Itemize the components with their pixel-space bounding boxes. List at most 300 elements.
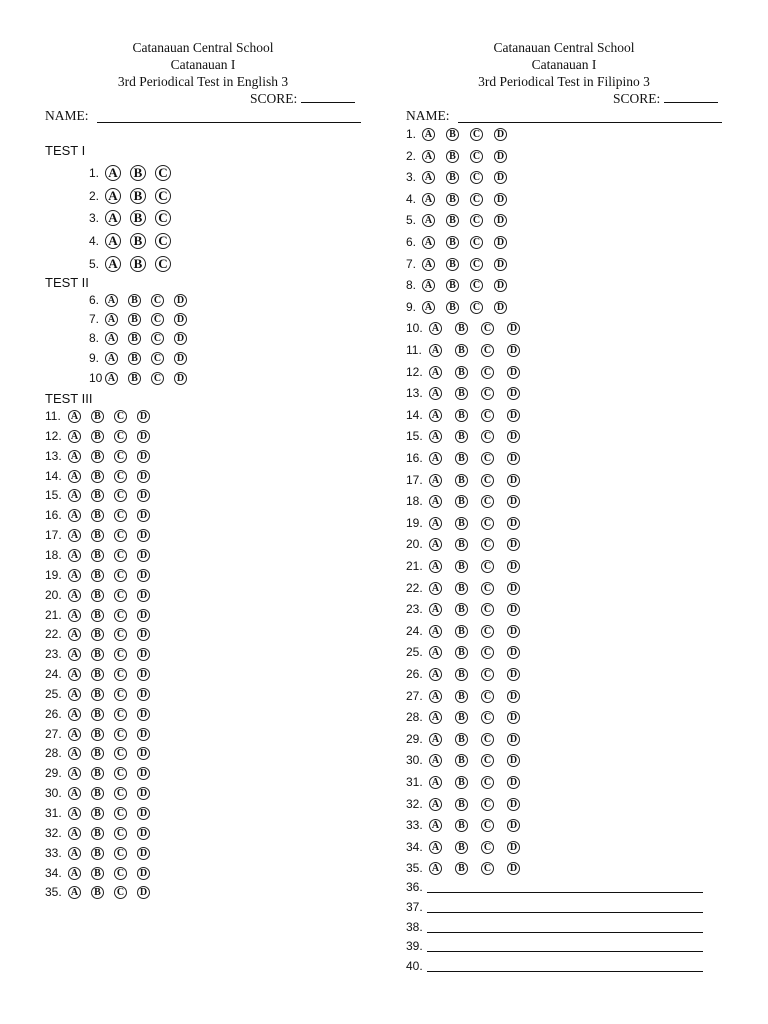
choice-bubble-b[interactable]: B xyxy=(446,171,459,184)
choice-bubble-b[interactable]: B xyxy=(91,847,104,860)
choice-bubble-c[interactable]: C xyxy=(155,188,171,204)
choice-bubble-c[interactable]: C xyxy=(114,549,127,562)
choice-bubble-c[interactable]: C xyxy=(481,538,494,551)
choice-bubble-a[interactable]: A xyxy=(68,886,81,899)
choice-bubble-b[interactable]: B xyxy=(91,450,104,463)
choice-bubble-a[interactable]: A xyxy=(429,862,442,875)
item-number: 20. xyxy=(406,537,423,551)
name-field[interactable] xyxy=(406,108,724,124)
choice-bubble-c[interactable]: C xyxy=(481,560,494,573)
choice-bubble-b[interactable]: B xyxy=(455,366,468,379)
choice-bubble-a[interactable]: A xyxy=(429,430,442,443)
choice-bubble-b[interactable]: B xyxy=(455,560,468,573)
choice-bubble-d[interactable]: D xyxy=(494,279,507,292)
choice-bubble-c[interactable]: C xyxy=(155,233,171,249)
section-label: TEST III xyxy=(45,391,93,406)
choice-bubble-c[interactable]: C xyxy=(481,452,494,465)
answer-line[interactable] xyxy=(427,961,703,972)
choice-bubble-b[interactable]: B xyxy=(455,668,468,681)
choice-bubble-c[interactable]: C xyxy=(114,728,127,741)
choice-bubble-b[interactable]: B xyxy=(91,489,104,502)
choice-bubble-d[interactable]: D xyxy=(137,827,150,840)
choice-bubble-c[interactable]: C xyxy=(470,193,483,206)
score-field[interactable] xyxy=(613,90,718,107)
choice-bubble-a[interactable]: A xyxy=(68,589,81,602)
choice-bubble-c[interactable]: C xyxy=(481,733,494,746)
choice-bubble-a[interactable]: A xyxy=(68,867,81,880)
choice-bubble-a[interactable]: A xyxy=(429,474,442,487)
choice-bubble-a[interactable]: A xyxy=(429,344,442,357)
choice-bubble-b[interactable]: B xyxy=(91,569,104,582)
choice-bubble-b[interactable]: B xyxy=(455,733,468,746)
choice-bubble-d[interactable]: D xyxy=(507,841,520,854)
choice-bubble-b[interactable]: B xyxy=(91,827,104,840)
item-number: 38. xyxy=(406,920,423,934)
choice-bubble-b[interactable]: B xyxy=(455,646,468,659)
answer-row xyxy=(406,386,520,400)
choice-bubble-d[interactable]: D xyxy=(137,529,150,542)
choice-bubble-a[interactable]: A xyxy=(105,352,118,365)
choice-bubble-c[interactable]: C xyxy=(114,668,127,681)
choice-bubble-b[interactable]: B xyxy=(455,495,468,508)
choice-bubble-a[interactable]: A xyxy=(429,711,442,724)
choice-bubble-d[interactable]: D xyxy=(507,430,520,443)
name-field[interactable] xyxy=(45,108,363,124)
choice-bubble-b[interactable]: B xyxy=(446,214,459,227)
choice-bubble-b[interactable]: B xyxy=(91,688,104,701)
choice-bubble-c[interactable]: C xyxy=(114,648,127,661)
choice-bubble-d[interactable]: D xyxy=(174,313,187,326)
choice-bubble-b[interactable]: B xyxy=(455,538,468,551)
choice-bubble-b[interactable]: B xyxy=(130,256,146,272)
choice-bubble-c[interactable]: C xyxy=(114,430,127,443)
choice-bubble-a[interactable]: A xyxy=(68,569,81,582)
item-number: 7. xyxy=(89,312,100,326)
choice-bubble-d[interactable]: D xyxy=(137,688,150,701)
choice-bubble-b[interactable]: B xyxy=(91,886,104,899)
choice-bubble-a[interactable]: A xyxy=(429,625,442,638)
item-number: 29. xyxy=(45,766,62,780)
choice-bubble-a[interactable]: A xyxy=(429,603,442,616)
choice-bubble-b[interactable]: B xyxy=(455,344,468,357)
choice-bubble-d[interactable]: D xyxy=(137,728,150,741)
choice-bubble-d[interactable]: D xyxy=(137,886,150,899)
choice-bubble-b[interactable]: B xyxy=(91,529,104,542)
choice-bubble-a[interactable]: A xyxy=(429,582,442,595)
choice-bubble-a[interactable]: A xyxy=(429,517,442,530)
choice-bubble-a[interactable]: A xyxy=(429,819,442,832)
choice-bubble-c[interactable]: C xyxy=(114,609,127,622)
choice-bubble-a[interactable]: A xyxy=(429,322,442,335)
choice-bubble-c[interactable]: C xyxy=(114,589,127,602)
choice-bubble-c[interactable]: C xyxy=(470,128,483,141)
choice-bubble-a[interactable]: A xyxy=(422,236,435,249)
choice-bubble-d[interactable]: D xyxy=(507,798,520,811)
choice-bubble-c[interactable]: C xyxy=(481,387,494,400)
choice-bubble-c[interactable]: C xyxy=(114,807,127,820)
choice-bubble-a[interactable]: A xyxy=(68,747,81,760)
choice-bubble-c[interactable]: C xyxy=(114,886,127,899)
choice-bubble-b[interactable]: B xyxy=(455,322,468,335)
choice-bubble-a[interactable]: A xyxy=(105,256,121,272)
choice-bubble-c[interactable]: C xyxy=(481,625,494,638)
choice-bubble-b[interactable]: B xyxy=(455,625,468,638)
choice-bubble-b[interactable]: B xyxy=(455,430,468,443)
choice-bubble-d[interactable]: D xyxy=(137,668,150,681)
item-number: 11. xyxy=(45,409,61,423)
choice-bubble-b[interactable]: B xyxy=(455,474,468,487)
choice-bubble-c[interactable]: C xyxy=(114,450,127,463)
choice-bubble-a[interactable]: A xyxy=(429,841,442,854)
choice-bubble-d[interactable]: D xyxy=(507,862,520,875)
choice-bubble-b[interactable]: B xyxy=(446,193,459,206)
choice-bubble-b[interactable]: B xyxy=(130,165,146,181)
choice-bubble-d[interactable]: D xyxy=(494,171,507,184)
choice-bubble-b[interactable]: B xyxy=(128,352,141,365)
choice-bubble-c[interactable]: C xyxy=(155,256,171,272)
choice-bubble-d[interactable]: D xyxy=(137,708,150,721)
choice-bubble-c[interactable]: C xyxy=(151,294,164,307)
choice-bubble-a[interactable]: A xyxy=(68,609,81,622)
choice-bubble-b[interactable]: B xyxy=(91,747,104,760)
choice-bubble-b[interactable]: B xyxy=(455,776,468,789)
choice-bubble-b[interactable]: B xyxy=(91,668,104,681)
choice-bubble-d[interactable]: D xyxy=(507,625,520,638)
choice-bubble-b[interactable]: B xyxy=(91,430,104,443)
choice-bubble-c[interactable]: C xyxy=(470,214,483,227)
choice-bubble-c[interactable]: C xyxy=(155,165,171,181)
choice-bubble-b[interactable]: B xyxy=(91,867,104,880)
choice-bubble-d[interactable]: D xyxy=(494,258,507,271)
choice-bubble-a[interactable]: A xyxy=(429,690,442,703)
item-number: 20. xyxy=(45,588,62,602)
choice-bubble-b[interactable]: B xyxy=(455,452,468,465)
choice-bubble-d[interactable]: D xyxy=(137,847,150,860)
choice-bubble-c[interactable]: C xyxy=(155,210,171,226)
choice-bubble-a[interactable]: A xyxy=(68,628,81,641)
choice-bubble-d[interactable]: D xyxy=(137,410,150,423)
answer-line[interactable] xyxy=(427,922,703,933)
choice-bubble-d[interactable]: D xyxy=(137,747,150,760)
choice-bubble-c[interactable]: C xyxy=(114,767,127,780)
choice-bubble-c[interactable]: C xyxy=(114,867,127,880)
choice-bubble-a[interactable]: A xyxy=(422,279,435,292)
choice-bubble-b[interactable]: B xyxy=(446,301,459,314)
choice-bubble-a[interactable]: A xyxy=(429,452,442,465)
choice-bubble-b[interactable]: B xyxy=(130,210,146,226)
choice-bubble-a[interactable]: A xyxy=(68,489,81,502)
choice-bubble-d[interactable]: D xyxy=(494,150,507,163)
answer-row xyxy=(406,494,520,508)
choice-bubble-c[interactable]: C xyxy=(114,410,127,423)
choice-bubble-a[interactable]: A xyxy=(68,549,81,562)
choice-bubble-b[interactable]: B xyxy=(91,628,104,641)
choice-bubble-b[interactable]: B xyxy=(446,279,459,292)
choice-bubble-b[interactable]: B xyxy=(91,549,104,562)
choice-bubble-a[interactable]: A xyxy=(68,787,81,800)
choice-bubble-a[interactable]: A xyxy=(422,171,435,184)
choice-bubble-d[interactable]: D xyxy=(507,711,520,724)
choice-bubble-a[interactable]: A xyxy=(429,538,442,551)
choice-bubble-d[interactable]: D xyxy=(137,609,150,622)
choice-bubble-b[interactable]: B xyxy=(446,128,459,141)
choice-bubble-a[interactable]: A xyxy=(68,688,81,701)
choice-bubble-c[interactable]: C xyxy=(470,171,483,184)
choice-bubble-a[interactable]: A xyxy=(429,560,442,573)
choice-bubble-a[interactable]: A xyxy=(422,193,435,206)
choice-bubble-c[interactable]: C xyxy=(481,776,494,789)
choice-bubble-c[interactable]: C xyxy=(151,332,164,345)
choice-bubble-d[interactable]: D xyxy=(507,495,520,508)
choice-bubble-a[interactable]: A xyxy=(429,733,442,746)
choice-bubble-a[interactable]: A xyxy=(105,313,118,326)
choice-bubble-d[interactable]: D xyxy=(507,668,520,681)
choice-bubble-d[interactable]: D xyxy=(137,450,150,463)
choice-bubble-c[interactable]: C xyxy=(481,474,494,487)
choice-bubble-c[interactable]: C xyxy=(481,646,494,659)
choice-bubble-a[interactable]: A xyxy=(68,430,81,443)
choice-bubble-d[interactable]: D xyxy=(494,193,507,206)
choice-bubble-b[interactable]: B xyxy=(91,728,104,741)
choice-bubble-c[interactable]: C xyxy=(481,582,494,595)
choice-bubble-a[interactable]: A xyxy=(429,409,442,422)
choice-bubble-c[interactable]: C xyxy=(114,747,127,760)
choice-bubble-b[interactable]: B xyxy=(128,332,141,345)
choice-bubble-c[interactable]: C xyxy=(481,841,494,854)
choice-bubble-b[interactable]: B xyxy=(455,754,468,767)
choice-bubble-d[interactable]: D xyxy=(507,560,520,573)
choice-bubble-b[interactable]: B xyxy=(455,517,468,530)
choice-bubble-d[interactable]: D xyxy=(507,603,520,616)
choice-bubble-a[interactable]: A xyxy=(105,332,118,345)
choice-bubble-d[interactable]: D xyxy=(507,517,520,530)
answer-row xyxy=(406,559,520,573)
choice-bubble-d[interactable]: D xyxy=(507,819,520,832)
choice-bubble-d[interactable]: D xyxy=(137,509,150,522)
choice-bubble-c[interactable]: C xyxy=(481,409,494,422)
choice-bubble-b[interactable]: B xyxy=(455,819,468,832)
choice-bubble-c[interactable]: C xyxy=(481,754,494,767)
choice-bubble-a[interactable]: A xyxy=(105,294,118,307)
choice-bubble-c[interactable]: C xyxy=(114,470,127,483)
answer-line[interactable] xyxy=(427,882,703,893)
choice-bubble-d[interactable]: D xyxy=(174,332,187,345)
choice-bubble-c[interactable]: C xyxy=(114,787,127,800)
choice-bubble-a[interactable]: A xyxy=(105,372,118,385)
choice-bubble-c[interactable]: C xyxy=(114,529,127,542)
choice-bubble-a[interactable]: A xyxy=(68,410,81,423)
choice-bubble-c[interactable]: C xyxy=(481,322,494,335)
choice-bubble-d[interactable]: D xyxy=(137,430,150,443)
choice-bubble-d[interactable]: D xyxy=(507,366,520,379)
item-number: 15. xyxy=(406,429,423,443)
choice-bubble-a[interactable]: A xyxy=(429,776,442,789)
choice-bubble-a[interactable]: A xyxy=(68,668,81,681)
choice-bubble-b[interactable]: B xyxy=(91,509,104,522)
choice-bubble-a[interactable]: A xyxy=(68,827,81,840)
choice-bubble-a[interactable]: A xyxy=(105,188,121,204)
choice-bubble-a[interactable]: A xyxy=(105,165,121,181)
choice-bubble-a[interactable]: A xyxy=(68,648,81,661)
choice-bubble-c[interactable]: C xyxy=(481,862,494,875)
choice-bubble-c[interactable]: C xyxy=(151,352,164,365)
choice-bubble-c[interactable]: C xyxy=(114,489,127,502)
answer-line[interactable] xyxy=(427,902,703,913)
choice-bubble-d[interactable]: D xyxy=(137,867,150,880)
answer-row xyxy=(406,775,520,789)
choice-bubble-b[interactable]: B xyxy=(130,233,146,249)
choice-bubble-b[interactable]: B xyxy=(455,711,468,724)
choice-bubble-c[interactable]: C xyxy=(481,344,494,357)
choice-bubble-a[interactable]: A xyxy=(429,495,442,508)
choice-bubble-c[interactable]: C xyxy=(481,668,494,681)
choice-bubble-d[interactable]: D xyxy=(507,754,520,767)
choice-bubble-d[interactable]: D xyxy=(494,128,507,141)
choice-bubble-d[interactable]: D xyxy=(137,470,150,483)
choice-bubble-a[interactable]: A xyxy=(422,214,435,227)
choice-bubble-a[interactable]: A xyxy=(68,450,81,463)
choice-bubble-c[interactable]: C xyxy=(481,366,494,379)
item-number: 23. xyxy=(45,647,62,661)
choice-bubble-b[interactable]: B xyxy=(455,409,468,422)
choice-bubble-b[interactable]: B xyxy=(91,648,104,661)
choice-bubble-b[interactable]: B xyxy=(455,603,468,616)
choice-bubble-d[interactable]: D xyxy=(137,569,150,582)
choice-bubble-c[interactable]: C xyxy=(114,847,127,860)
score-field[interactable] xyxy=(250,90,355,107)
choice-bubble-d[interactable]: D xyxy=(137,807,150,820)
choice-bubble-b[interactable]: B xyxy=(455,690,468,703)
choice-bubble-a[interactable]: A xyxy=(429,754,442,767)
choice-bubble-d[interactable]: D xyxy=(174,352,187,365)
choice-bubble-c[interactable]: C xyxy=(114,688,127,701)
choice-bubble-a[interactable]: A xyxy=(429,668,442,681)
choice-bubble-a[interactable]: A xyxy=(68,470,81,483)
choice-bubble-c[interactable]: C xyxy=(114,827,127,840)
choice-bubble-c[interactable]: C xyxy=(114,569,127,582)
choice-bubble-c[interactable]: C xyxy=(481,603,494,616)
choice-bubble-a[interactable]: A xyxy=(429,646,442,659)
answer-line[interactable] xyxy=(427,941,703,952)
choice-bubble-d[interactable]: D xyxy=(507,387,520,400)
choice-bubble-c[interactable]: C xyxy=(481,690,494,703)
choice-bubble-a[interactable]: A xyxy=(422,150,435,163)
choice-bubble-a[interactable]: A xyxy=(68,807,81,820)
choice-bubble-b[interactable]: B xyxy=(455,387,468,400)
choice-bubble-a[interactable]: A xyxy=(429,366,442,379)
choice-bubble-d[interactable]: D xyxy=(507,582,520,595)
choice-bubble-b[interactable]: B xyxy=(455,841,468,854)
choice-bubble-b[interactable]: B xyxy=(455,582,468,595)
choice-bubble-d[interactable]: D xyxy=(507,344,520,357)
choice-bubble-b[interactable]: B xyxy=(446,150,459,163)
choice-bubble-b[interactable]: B xyxy=(91,470,104,483)
choice-bubble-b[interactable]: B xyxy=(446,236,459,249)
choice-bubble-d[interactable]: D xyxy=(507,474,520,487)
choice-bubble-c[interactable]: C xyxy=(481,517,494,530)
answer-row xyxy=(406,624,520,638)
choice-bubble-d[interactable]: D xyxy=(494,214,507,227)
choice-bubble-c[interactable]: C xyxy=(470,279,483,292)
choice-bubble-b[interactable]: B xyxy=(91,589,104,602)
choice-bubble-a[interactable]: A xyxy=(68,708,81,721)
choice-bubble-b[interactable]: B xyxy=(130,188,146,204)
answer-row xyxy=(89,188,171,204)
choice-bubble-c[interactable]: C xyxy=(481,798,494,811)
choice-bubble-b[interactable]: B xyxy=(455,798,468,811)
choice-bubble-a[interactable]: A xyxy=(422,301,435,314)
choice-bubble-d[interactable]: D xyxy=(137,767,150,780)
choice-bubble-b[interactable]: B xyxy=(128,294,141,307)
choice-bubble-d[interactable]: D xyxy=(137,549,150,562)
choice-bubble-a[interactable]: A xyxy=(68,509,81,522)
choice-bubble-c[interactable]: C xyxy=(151,372,164,385)
choice-bubble-d[interactable]: D xyxy=(137,589,150,602)
choice-bubble-a[interactable]: A xyxy=(429,798,442,811)
choice-bubble-b[interactable]: B xyxy=(91,410,104,423)
choice-bubble-c[interactable]: C xyxy=(481,430,494,443)
choice-bubble-a[interactable]: A xyxy=(68,767,81,780)
item-number: 40. xyxy=(406,959,423,973)
choice-bubble-b[interactable]: B xyxy=(91,609,104,622)
choice-bubble-d[interactable]: D xyxy=(494,301,507,314)
choice-bubble-a[interactable]: A xyxy=(68,529,81,542)
choice-bubble-d[interactable]: D xyxy=(507,690,520,703)
choice-bubble-d[interactable]: D xyxy=(494,236,507,249)
choice-bubble-d[interactable]: D xyxy=(507,322,520,335)
choice-bubble-b[interactable]: B xyxy=(91,807,104,820)
choice-bubble-b[interactable]: B xyxy=(91,767,104,780)
choice-bubble-a[interactable]: A xyxy=(105,210,121,226)
choice-bubble-c[interactable]: C xyxy=(470,150,483,163)
choice-bubble-a[interactable]: A xyxy=(105,233,121,249)
choice-bubble-c[interactable]: C xyxy=(481,495,494,508)
choice-bubble-c[interactable]: C xyxy=(481,819,494,832)
choice-bubble-a[interactable]: A xyxy=(422,258,435,271)
choice-bubble-d[interactable]: D xyxy=(507,409,520,422)
choice-bubble-b[interactable]: B xyxy=(91,787,104,800)
choice-bubble-d[interactable]: D xyxy=(137,787,150,800)
choice-bubble-c[interactable]: C xyxy=(114,509,127,522)
choice-bubble-d[interactable]: D xyxy=(174,372,187,385)
choice-bubble-c[interactable]: C xyxy=(114,628,127,641)
choice-bubble-d[interactable]: D xyxy=(174,294,187,307)
choice-bubble-b[interactable]: B xyxy=(128,372,141,385)
choice-bubble-d[interactable]: D xyxy=(507,452,520,465)
choice-bubble-d[interactable]: D xyxy=(507,733,520,746)
choice-bubble-a[interactable]: A xyxy=(68,847,81,860)
choice-bubble-d[interactable]: D xyxy=(137,628,150,641)
choice-bubble-c[interactable]: C xyxy=(114,708,127,721)
choice-bubble-d[interactable]: D xyxy=(137,489,150,502)
choice-bubble-d[interactable]: D xyxy=(507,776,520,789)
choice-bubble-d[interactable]: D xyxy=(507,538,520,551)
choice-bubble-d[interactable]: D xyxy=(507,646,520,659)
choice-bubble-d[interactable]: D xyxy=(137,648,150,661)
choice-bubble-a[interactable]: A xyxy=(68,728,81,741)
choice-bubble-c[interactable]: C xyxy=(470,258,483,271)
choice-bubble-c[interactable]: C xyxy=(470,236,483,249)
choice-bubble-b[interactable]: B xyxy=(91,708,104,721)
choice-bubble-c[interactable]: C xyxy=(481,711,494,724)
choice-bubble-a[interactable]: A xyxy=(422,128,435,141)
choice-bubble-a[interactable]: A xyxy=(429,387,442,400)
choice-bubble-b[interactable]: B xyxy=(446,258,459,271)
choice-bubble-c[interactable]: C xyxy=(151,313,164,326)
choice-bubble-b[interactable]: B xyxy=(455,862,468,875)
choice-bubble-c[interactable]: C xyxy=(470,301,483,314)
choice-bubble-b[interactable]: B xyxy=(128,313,141,326)
